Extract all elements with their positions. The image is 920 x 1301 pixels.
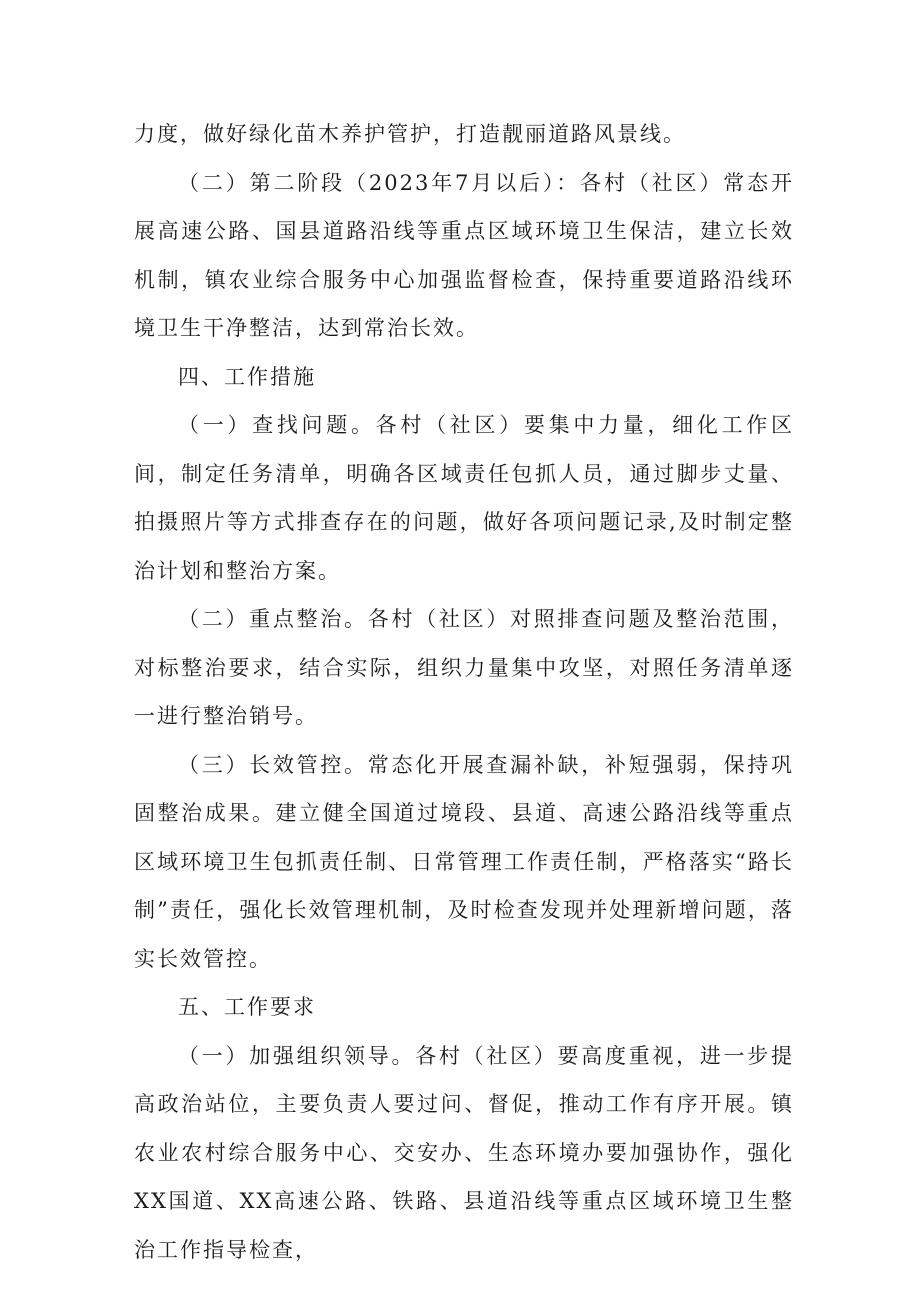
section-heading-requirements: 五、工作要求: [178, 995, 316, 1019]
paragraph-continuation: 力度，做好绿化苗木养护管护，打造靓丽道路风景线。: [134, 122, 686, 146]
paragraph-find-problems: （一）查找问题。各村（社区）要集中力量，细化工作区间，制定任务清单，明确各区域责任包抓人员，通过脚步丈量、拍摄照片等方式排查存在的问题，做好各项问题记录,及时制定整治计划和整治方案。: [134, 413, 794, 583]
document-body: [134, 110, 794, 1274]
paragraph-long-term-control: （三）长效管控。常态化开展查漏补缺，补短强弱，保持巩固整治成果。建立健全国道过境段、县道、高速公路沿线等重点区域环境卫生包抓责任制、日常管理工作责任制，严格落实“路长制”责任，强化长效管理机制，及时检查发现并处理新增问题，落实长效管控。: [134, 752, 794, 971]
paragraph-phase-two: （二）第二阶段（2023年7月以后）：各村（社区）常态开展高速公路、国县道路沿线等重点区域环境卫生保洁，建立长效机制，镇农业综合服务中心加强监督检查，保持重要道路沿线环境卫生干净整洁，达到常治长效。: [134, 170, 794, 340]
paragraph-organization-leadership: （一）加强组织领导。各村（社区）要高度重视，进一步提高政治站位，主要负责人要过问、督促，推动工作有序开展。镇农业农村综合服务中心、交安办、生态环境办要加强协作，强化XX国道、XX高速公路、铁路、县道沿线等重点区域环境卫生整治工作指导检查，: [134, 1043, 794, 1262]
section-heading-measures: 四、工作措施: [178, 364, 316, 389]
paragraph-key-rectification: （二）重点整治。各村（社区）对照排查问题及整治范围，对标整治要求，结合实际，组织力量集中攻坚，对照任务清单逐一进行整治销号。: [134, 607, 794, 728]
